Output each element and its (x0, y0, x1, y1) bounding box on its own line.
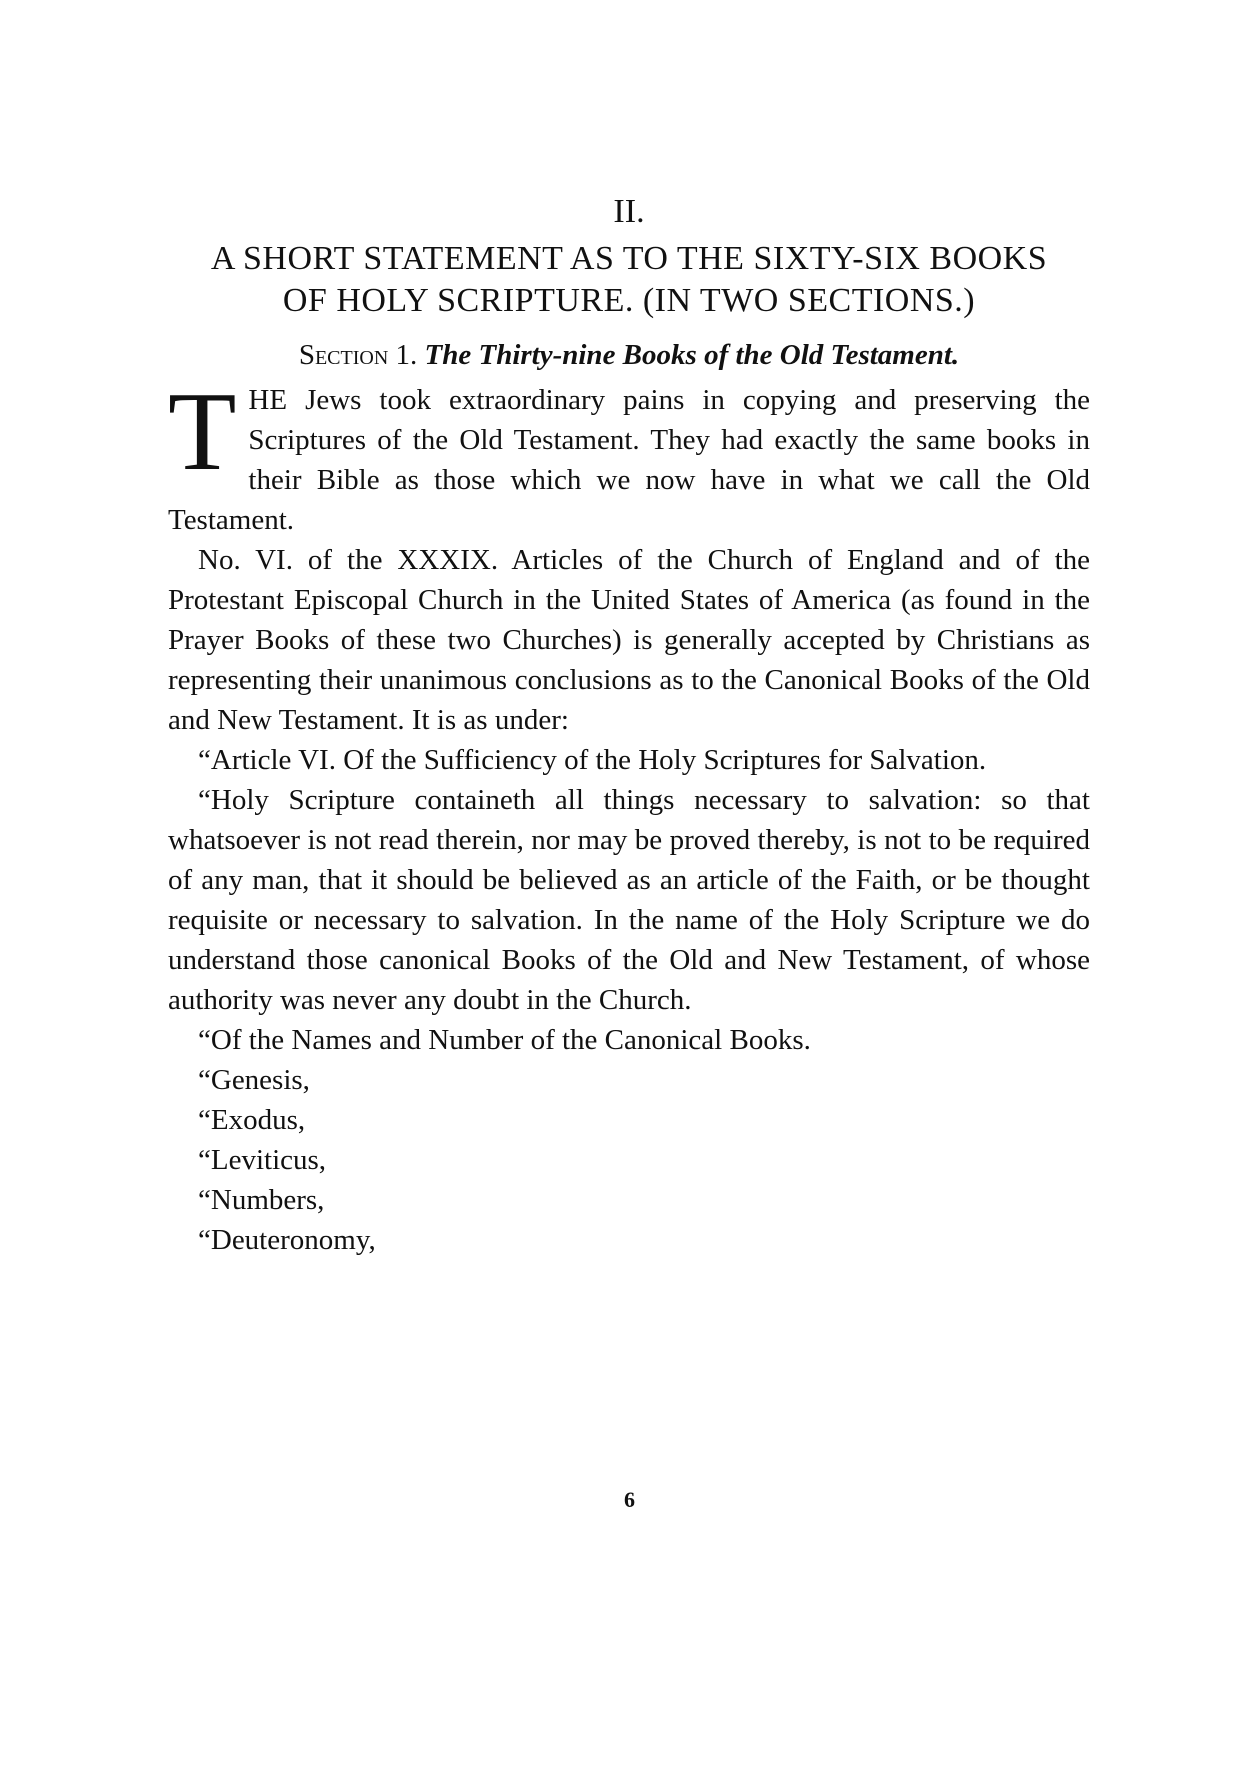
books-list (168, 1060, 1090, 1260)
list-item: “Genesis, (198, 1064, 310, 1096)
article-vi-heading: “Article VI. Of the Sufficiency of the Holy Scriptures for Salvation. (198, 744, 987, 776)
list-item: “Deuteronomy, (198, 1224, 376, 1256)
chapter-number: II. (613, 193, 645, 230)
list-item: “Exodus, (198, 1104, 306, 1136)
chapter-title: A SHORT STATEMENT AS TO THE SIXTY-SIX BOOKS OF HOLY SCRIPTURE. (IN TWO SECTIONS.) (210, 240, 1048, 319)
section-heading (168, 336, 1090, 374)
section-title: The Thirty-nine Books of the Old Testament. (424, 339, 960, 371)
intro-paragraph (168, 370, 1090, 540)
intro-paragraph-text: HE Jews took extraordinary pains in copying and preserving the Scriptures of the Old Testament. They had exactly the same books in their Bible as those which we now have in what we call the Old Testament. (168, 384, 1090, 536)
page-content (168, 192, 1090, 1260)
list-item: “Numbers, (198, 1184, 325, 1216)
drop-cap: T (168, 370, 237, 494)
articles-paragraph: No. VI. of the XXXIX. Articles of the Church of England and of the Protestant Episcopal Church in the United States of America (as found in the Prayer Books of these two Churches) is generally accepted by Christians as representing their unanimous conclusions as to the Canonical Books of the Old and New Testament. It is as under: (168, 544, 1090, 736)
canonical-books-heading: “Of the Names and Number of the Canonical Books. (198, 1024, 811, 1056)
holy-scripture-paragraph: “Holy Scripture containeth all things necessary to salvation: so that whatsoever is not read therein, nor may be proved thereby, is not to be required of any man, that it should be believed as an article of the Faith, or be thought requisite or necessary to salvation. In the name of the Holy Scripture we do understand those canonical Books of the Old and New Testament, of whose authority was never any doubt in the Church. (168, 784, 1090, 1016)
list-item: “Leviticus, (198, 1144, 327, 1176)
section-label: Section 1. (298, 339, 418, 371)
page-number: 6 (624, 1487, 635, 1512)
